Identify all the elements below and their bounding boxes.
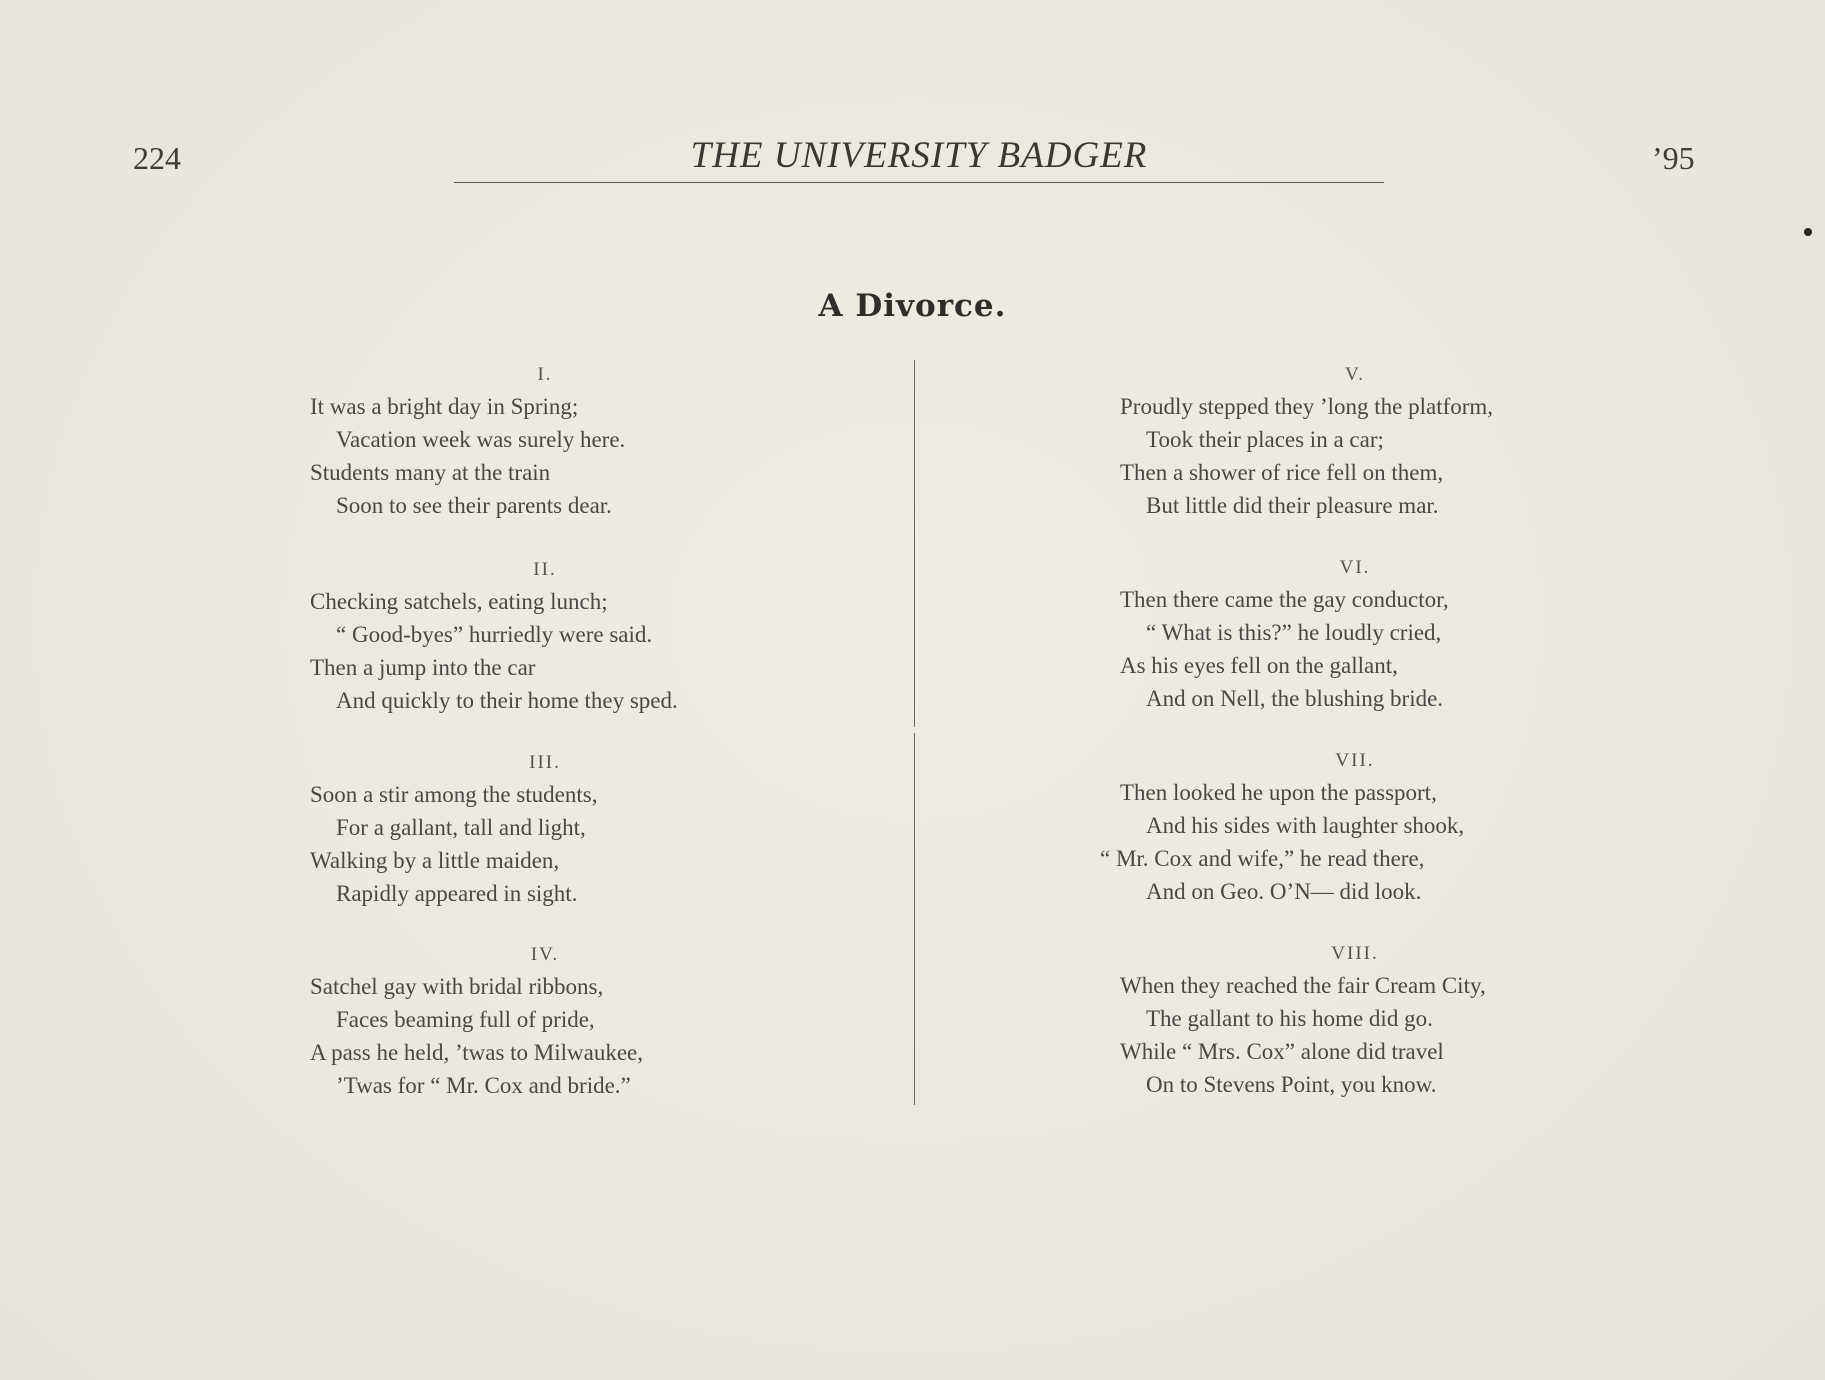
poem-title: A Divorce.: [818, 288, 1007, 324]
column-divider-upper: [914, 360, 915, 727]
poem-line: While “ Mrs. Cox” alone did travel: [1120, 1039, 1444, 1064]
poem-line: Then a jump into the car: [310, 655, 536, 680]
poem-line: Then a shower of rice fell on them,: [1120, 460, 1444, 485]
stanza: [1120, 939, 1590, 1101]
stanza-numeral: II.: [533, 559, 557, 580]
stanza: [310, 555, 780, 717]
poem-line: When they reached the fair Cream City,: [1120, 973, 1486, 998]
poem-line: Students many at the train: [310, 460, 551, 485]
poem-line: Rapidly appeared in sight.: [336, 881, 578, 906]
poem-line: Then there came the gay conductor,: [1120, 587, 1449, 612]
stanza: [310, 940, 780, 1102]
poem-line: Proudly stepped they ’long the platform,: [1120, 394, 1494, 419]
stanza-numeral: III.: [529, 752, 561, 773]
poem-line: “ Mr. Cox and wife,” he read there,: [1100, 846, 1425, 871]
stanza-numeral: VII.: [1335, 750, 1375, 771]
poem-line: Faces beaming full of pride,: [336, 1007, 595, 1032]
poem-line: Checking satchels, eating lunch;: [310, 589, 608, 614]
poem-line: Soon to see their parents dear.: [336, 493, 612, 518]
stanza-numeral: VI.: [1339, 557, 1371, 578]
poem-line: But little did their pleasure mar.: [1146, 493, 1439, 518]
poem-line: As his eyes fell on the gallant,: [1120, 653, 1398, 678]
stanza-numeral: I.: [537, 364, 553, 385]
poem-line: On to Stevens Point, you know.: [1146, 1072, 1437, 1097]
poem-line: For a gallant, tall and light,: [336, 815, 586, 840]
ink-speck: [1804, 228, 1812, 236]
poem-line: Took their places in a car;: [1146, 427, 1384, 452]
poem-line: Vacation week was surely here.: [336, 427, 626, 452]
stanza: [310, 360, 780, 522]
poem-line: Soon a stir among the students,: [310, 782, 598, 807]
stanza-numeral: V.: [1344, 364, 1366, 385]
poem-line: And his sides with laughter shook,: [1146, 813, 1465, 838]
stanza: [1100, 746, 1590, 908]
column-divider-lower: [914, 733, 915, 1105]
running-header-title: THE UNIVERSITY BADGER: [690, 135, 1148, 176]
poem-line: Walking by a little maiden,: [310, 848, 560, 873]
header-rule: [454, 182, 1384, 183]
poem-line: ’Twas for “ Mr. Cox and bride.”: [336, 1073, 631, 1098]
poem-line: The gallant to his home did go.: [1146, 1006, 1433, 1031]
poem-line: It was a bright day in Spring;: [310, 394, 579, 419]
stanza: [1120, 360, 1590, 522]
poem-line: And on Geo. O’N— did look.: [1146, 879, 1422, 904]
stanza-numeral: VIII.: [1331, 943, 1379, 964]
poem-line: Satchel gay with bridal ribbons,: [310, 974, 604, 999]
stanza-numeral: IV.: [530, 944, 560, 965]
poem-line: And on Nell, the blushing bride.: [1146, 686, 1444, 711]
poem-line: And quickly to their home they sped.: [336, 688, 678, 713]
page-number: 224: [133, 140, 181, 176]
poem-line: “ Good-byes” hurriedly were said.: [336, 622, 653, 647]
poem-line: A pass he held, ’twas to Milwaukee,: [310, 1040, 644, 1065]
header-year: ’95: [1652, 140, 1695, 176]
stanza: [1120, 553, 1590, 715]
poem-line: Then looked he upon the passport,: [1120, 780, 1437, 805]
stanza: [310, 748, 780, 910]
poem-line: “ What is this?” he loudly cried,: [1146, 620, 1442, 645]
